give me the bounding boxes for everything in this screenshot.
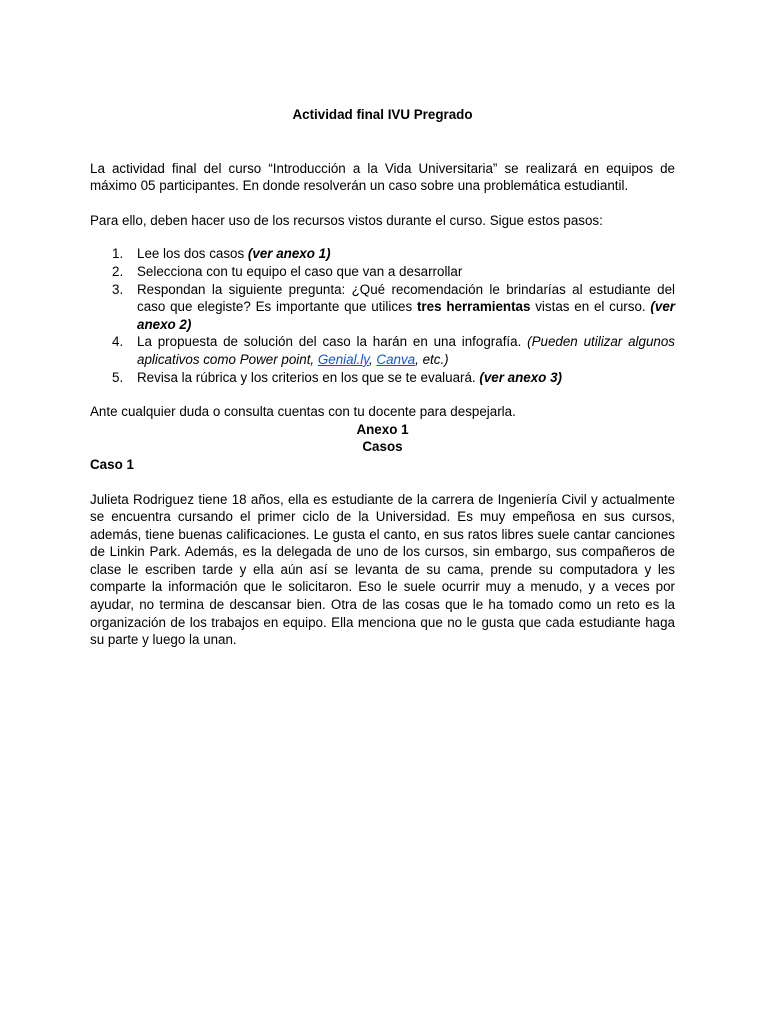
closing-paragraph: Ante cualquier duda o consulta cuentas con tu docente para despejarla. [90,404,516,420]
link-separator: , [368,351,377,367]
step-number: 5. [112,369,124,385]
step-item-2 [90,263,675,281]
step-text: Revisa la rúbrica y los criterios en los que se te evaluará. [137,369,480,385]
emphasis-text: tres herramientas [416,299,531,315]
case-title: Caso 1 [90,456,134,472]
annex-subtitle: Casos [362,439,403,455]
step-text: Selecciona con tu equipo el caso que van a desarrollar [137,263,463,279]
step-number: 1. [112,246,124,262]
step-number: 2. [112,263,124,279]
document-page [90,106,675,649]
step-text: Respondan la siguiente pregunta: ¿Qué recomendación le brindarías al estudiante del caso que elegiste? Es importante que utilices [137,281,675,315]
step-item-4 [90,333,675,368]
step-text: Lee los dos casos [137,246,248,262]
step-number: 3. [112,281,124,297]
annex-reference: (ver anexo 3) [479,369,562,385]
annex-reference: (ver anexo 2) [137,299,675,332]
genially-link[interactable]: Genial.ly [317,351,369,367]
annex-reference: (ver anexo 1) [247,246,331,262]
document-title: Actividad final IVU Pregrado [292,107,473,122]
step-text-continued: vistas en el curso. [530,299,651,315]
steps-lead-paragraph: Para ello, deben hacer uso de los recursos vistos durante el curso. Sigue estos pasos: [90,212,603,228]
steps-list [90,245,675,386]
step-item-5 [90,369,675,387]
step-number: 4. [112,334,124,350]
step-item-3 [90,281,675,334]
step-item-1 [90,245,675,263]
canva-link[interactable]: Canva [376,351,416,367]
intro-paragraph: La actividad final del curso “Introducción a la Vida Universitaria” se realizará en equipos de máximo 05 participantes. En donde resolverán un caso sobre una problemática estudiantil. [90,160,675,194]
apps-note: (Pueden utilizar algunos aplicativos como Power point, [137,334,675,367]
apps-note-end: , etc.) [415,351,449,367]
annex-title: Anexo 1 [356,421,409,437]
case-paragraph: Julieta Rodriguez tiene 18 años, ella es estudiante de la carrera de Ingeniería Civil y actualmente se encuentra cursando el primer ciclo de la Universidad. Es muy empeñosa en sus cursos, además, tiene buenas calificaciones. Le gusta el canto, en sus ratos libres suele cantar canciones de Linkin Park. Además, es la delegada de uno de los cursos, sin embargo, sus compañeros de clase le escriben tarde y ella aún así se levanta de su cama, prende su computadora y les comparte la información que le solicitaron. Eso le suele ocurrir muy a menudo, y a veces por ayudar, no termina de descansar bien. Otra de las cosas que le ha tomado como un reto es la organización de los trabajos en equipo. Ella menciona que no le gusta que cada estudiante haga su parte y luego la unan. [90,491,675,648]
step-text: La propuesta de solución del caso la harán en una infografía. [137,334,528,350]
